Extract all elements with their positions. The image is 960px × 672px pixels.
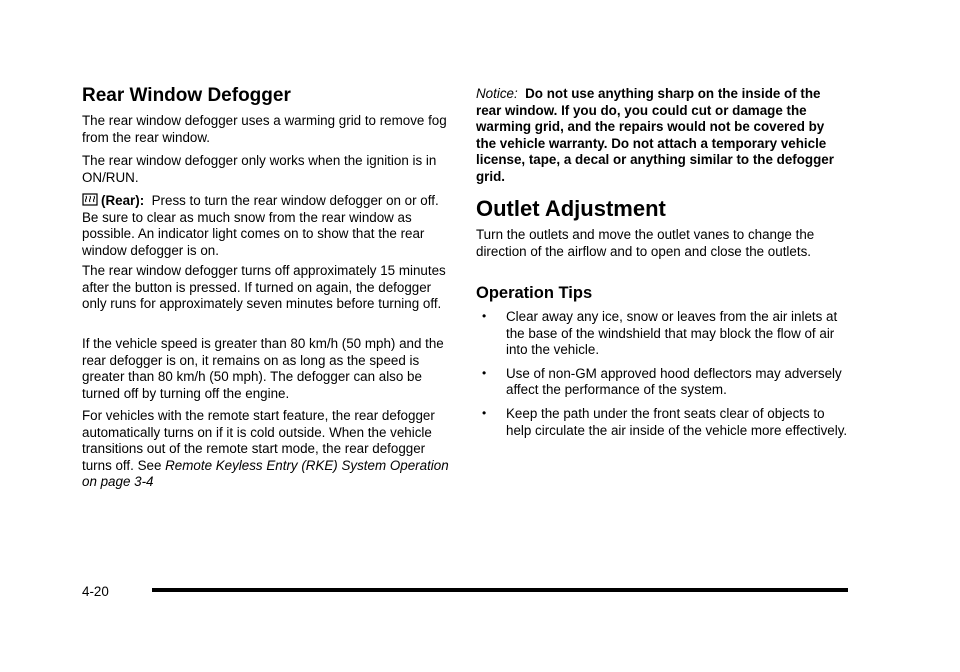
remote-start-text: For vehicles with the remote start feature, the rear defogger automatically turns on if it is cold outside. When the vehicle transitions out of the remote start mode, the rear defogger turns off. See — [82, 408, 435, 473]
bullet-icon: • — [482, 309, 487, 323]
notice-label: Notice: — [476, 86, 518, 101]
tip-text: Clear away any ice, snow or leaves from the air inlets at the base of the windshield that may block the flow of air into the vehicle. — [506, 309, 838, 358]
paragraph-defogger-intro: The rear window defogger uses a warming grid to remove fog from the rear window. — [82, 113, 447, 145]
tip-text: Keep the path under the front seats clear of objects to help circulate the air inside of the vehicle more effectively. — [506, 405, 848, 438]
paragraph-rear-button — [82, 193, 454, 259]
footer-divider — [152, 588, 848, 592]
section-heading-outlet-adjustment: Outlet Adjustment — [476, 196, 666, 221]
paragraph-ignition-requirement: The rear window defogger only works when the ignition is in ON/RUN. — [82, 153, 437, 185]
rear-defogger-icon — [82, 193, 98, 206]
paragraph-speed-condition: If the vehicle speed is greater than 80 km/h (50 mph) and the rear defogger is on, it remains on as long as the speed is greater than 80 km/h (50 mph). The defogger can also be turned off by turning off the engine. — [82, 336, 444, 401]
subheading-operation-tips: Operation Tips — [476, 284, 593, 302]
paragraph-auto-off-timing: The rear window defogger turns off approximately 15 minutes after the button is pressed. If turned on again, the defogger only runs for approximately seven minutes before turning off. — [82, 263, 446, 312]
operation-tips-list — [476, 309, 848, 439]
tip-text: Use of non-GM approved hood deflectors may adversely affect the performance of the system. — [506, 365, 842, 398]
list-item — [476, 309, 848, 359]
bullet-icon: • — [482, 365, 487, 380]
notice-text: Do not use anything sharp on the inside of the rear window. If you do, you could cut or damage the warming grid, and the repairs would not be covered by the vehicle warranty. Do not attach a temporary vehicle license, tape, a decal or anything similar to the defogger grid. — [476, 86, 834, 184]
bullet-icon: • — [482, 405, 487, 420]
page-number: 4-20 — [82, 584, 109, 599]
rear-button-description: Press to turn the rear window defogger on or off. Be sure to clear as much snow from the rear window as possible. An indicator light comes on to show that the rear window defogger is on. — [82, 193, 439, 258]
list-item — [476, 366, 848, 399]
paragraph-remote-start — [82, 408, 454, 491]
paragraph-outlet-adjustment: Turn the outlets and move the outlet vanes to change the direction of the airflow and to open and close the outlets. — [476, 227, 815, 259]
rear-button-label: (Rear): — [101, 193, 145, 208]
remote-keyless-entry-reference-link[interactable]: Remote Keyless Entry (RKE) System Operation on page 3-4 — [82, 457, 449, 490]
list-item — [476, 406, 848, 439]
notice-block — [476, 86, 848, 186]
section-heading-rear-window-defogger: Rear Window Defogger — [82, 85, 291, 106]
